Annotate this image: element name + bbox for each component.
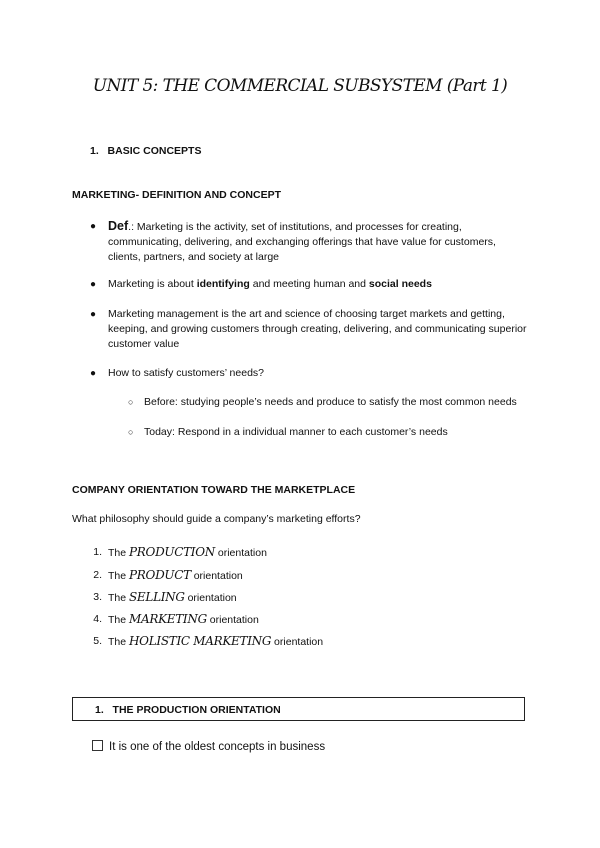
bullet-satisfy-needs <box>90 366 528 381</box>
bullet-definition <box>90 219 528 265</box>
boxed-heading-label: THE PRODUCTION ORIENTATION <box>112 704 281 716</box>
bold-identifying: identifying <box>196 278 250 290</box>
orientation-item-1 <box>93 545 267 561</box>
checkbox[interactable] <box>92 740 103 751</box>
text-fragment: Marketing is about <box>108 278 197 290</box>
boxed-heading <box>95 704 281 716</box>
text-fragment: orientation <box>190 570 243 582</box>
orientation-item-4 <box>93 612 259 628</box>
fancy-word: SELLING <box>129 590 185 604</box>
section-number: 1. <box>90 145 99 157</box>
bullet-text: Marketing management is the art and science of choosing target markets and getting, keeping, and growing customers through creating, delivering, and communicating superior customer value <box>108 308 527 350</box>
bullet-text: How to satisfy customers’ needs? <box>108 367 265 379</box>
bullet-identifying-needs <box>90 277 528 292</box>
list-number: 1. <box>93 546 102 558</box>
text-fragment: The <box>108 592 130 604</box>
bullet-dot-icon: ● <box>90 279 97 290</box>
list-number: 2. <box>93 569 102 581</box>
orientation-item-3 <box>93 590 237 606</box>
text-fragment: orientation <box>214 547 267 559</box>
text-fragment: orientation <box>184 592 237 604</box>
circle-bullet-icon: ○ <box>128 397 134 407</box>
section-label: BASIC CONCEPTS <box>107 145 202 157</box>
list-number: 5. <box>93 635 102 647</box>
sub-bullet-before <box>128 395 524 410</box>
list-number: 3. <box>93 591 102 603</box>
text-fragment: and meeting human and <box>249 278 369 290</box>
list-number: 4. <box>93 613 102 625</box>
checklist-text: It is one of the oldest concepts in business <box>109 741 326 753</box>
philosophy-question: What philosophy should guide a company’s marketing efforts? <box>72 513 361 525</box>
def-text: .: Marketing is the activity, set of institutions, and processes for creating, communicating, delivering, and exchanging offerings that have value for customers, clients, partners, and society at large <box>108 221 496 263</box>
bold-social-needs: social needs <box>368 278 432 290</box>
fancy-word: HOLISTIC MARKETING <box>129 634 272 648</box>
orientation-heading: COMPANY ORIENTATION TOWARD THE MARKETPLACE <box>72 484 356 496</box>
bullet-dot-icon: ● <box>90 368 97 379</box>
text-fragment: The <box>108 636 130 648</box>
text-fragment: The <box>108 547 130 559</box>
boxed-heading-number: 1. <box>95 704 104 716</box>
bullet-dot-icon: ● <box>90 309 97 320</box>
text-fragment: The <box>108 570 130 582</box>
fancy-word: MARKETING <box>129 612 207 626</box>
text-fragment: orientation <box>271 636 324 648</box>
def-label: Def <box>108 219 129 233</box>
section-heading-basic-concepts <box>90 145 201 157</box>
bullet-marketing-management <box>90 307 528 352</box>
fancy-word: PRODUCTION <box>129 545 215 559</box>
page-title: UNIT 5: THE COMMERCIAL SUBSYSTEM (Part 1) <box>92 76 508 96</box>
text-fragment: The <box>108 614 130 626</box>
text-fragment: orientation <box>206 614 259 626</box>
bullet-dot-icon: ● <box>90 221 97 232</box>
sub-bullet-text: Today: Respond in a individual manner to each customer’s needs <box>144 426 448 438</box>
orientation-item-5 <box>93 634 324 650</box>
production-orientation-box <box>72 697 525 721</box>
circle-bullet-icon: ○ <box>128 427 134 437</box>
fancy-word: PRODUCT <box>129 568 191 582</box>
sub-bullet-text: Before: studying people’s needs and produce to satisfy the most common needs <box>144 396 517 408</box>
sub-bullet-today <box>128 425 524 440</box>
orientation-item-2 <box>93 568 243 584</box>
marketing-heading: MARKETING- DEFINITION AND CONCEPT <box>72 189 282 201</box>
checklist-item <box>92 740 325 753</box>
